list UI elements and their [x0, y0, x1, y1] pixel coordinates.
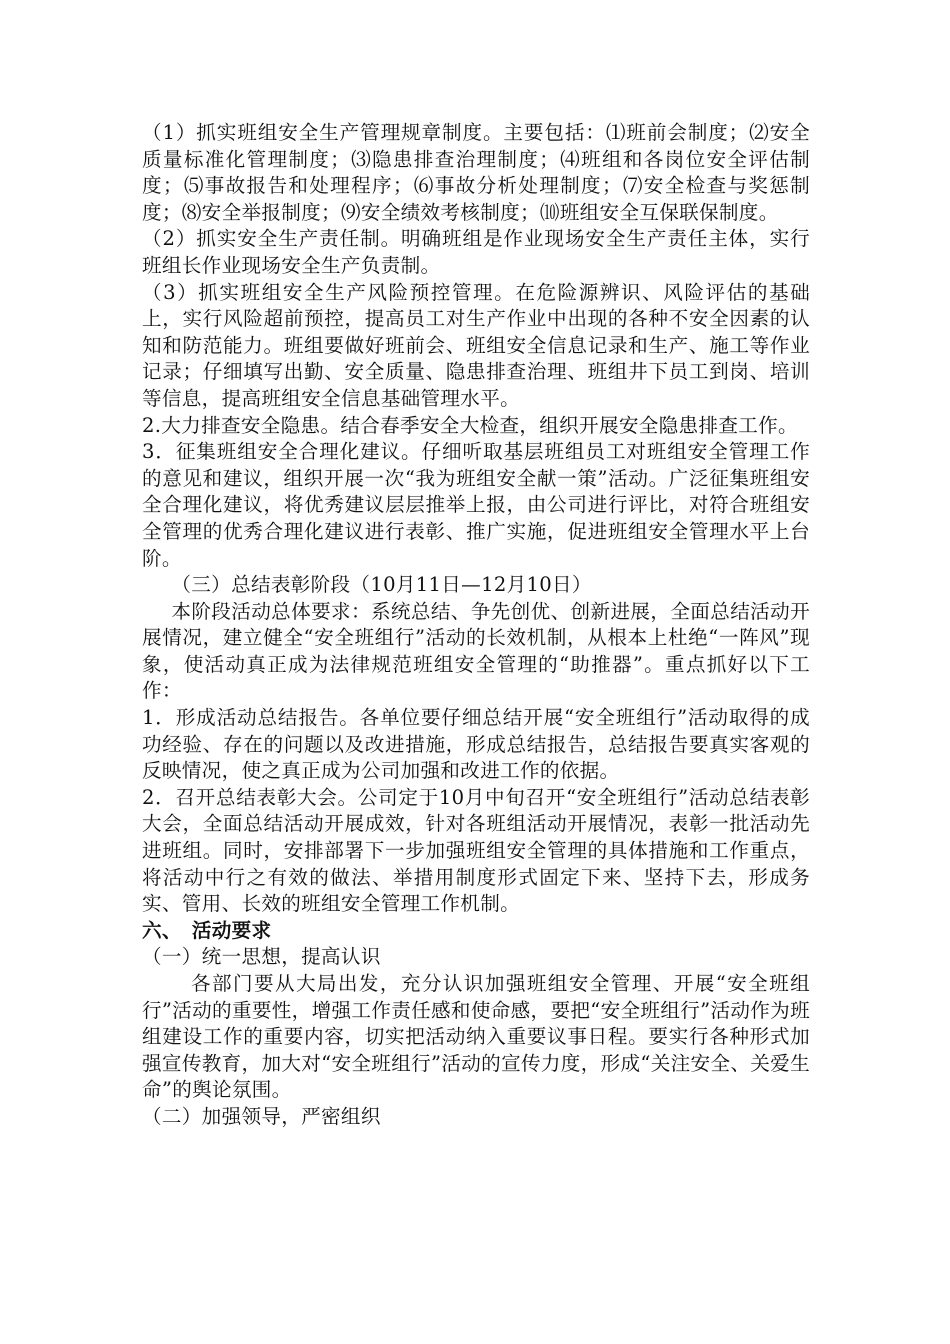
paragraph-summary-report: 1．形成活动总结报告。各单位要仔细总结开展“安全班组行”活动取得的成功经验、存在的问题以及改进措施，形成总结报告，总结报告要真实客观的反映情况，使之真正成为公司加强和改进工作的依据。	[142, 706, 810, 783]
paragraph-safety-rules: （1）抓实班组安全生产管理规章制度。主要包括：⑴班前会制度；⑵安全质量标准化管理制度；⑶隐患排查治理制度；⑷班组和各岗位安全评估制度；⑸事故报告和处理程序；⑹事故分析处理制度；⑺安全检查与奖惩制度；⑻安全举报制度；⑼安全绩效考核制度；⑽班组安全互保联保制度。	[142, 121, 810, 224]
document-page	[142, 120, 810, 1131]
paragraph-unify-thinking: 各部门要从大局出发，充分认识加强班组安全管理、开展“安全班组行”活动的重要性，增强工作责任感和使命感，要把“安全班组行”活动作为班组建设工作的重要内容，切实把活动纳入重要议事日程。要实行各种形式加强宣传教育，加大对“安全班组行”活动的宣传力度，形成“关注安全、关爱生命”的舆论氛围。	[142, 972, 810, 1102]
subheading-unify-thinking: （一）统一思想，提高认识	[142, 945, 381, 969]
paragraph-responsibility: （2）抓实安全生产责任制。明确班组是作业现场安全生产责任主体，实行班组长作业现场安全生产负责制。	[142, 227, 810, 277]
section-heading-activity-requirements: 六、 活动要求	[142, 918, 272, 942]
paragraph-stage-requirements: 本阶段活动总体要求：系统总结、争先创优、创新进展，全面总结活动开展情况，建立健全“安全班组行”活动的长效机制，从根本上杜绝“一阵风”现象，使活动真正成为法律规范班组安全管理的“助推器”。重点抓好以下工作：	[142, 599, 810, 703]
paragraph-suggestions: 3．征集班组安全合理化建议。仔细听取基层班组员工对班组安全管理工作的意见和建议，组织开展一次“我为班组安全献一策”活动。广泛征集班组安全合理化建议，将优秀建议层层推举上报，由公司进行评比，对符合班组安全管理的优秀合理化建议进行表彰、推广实施，促进班组安全管理水平上台阶。	[142, 440, 810, 570]
paragraph-commendation-meeting: 2．召开总结表彰大会。公司定于10月中旬召开“安全班组行”活动总结表彰大会，全面总结活动开展成效，针对各班组活动开展情况，表彰一批活动先进班组。同时，安排部署下一步加强班组安全管理的具体措施和工作重点，将活动中行之有效的做法、举措用制度形式固定下来、坚持下去，形成务实、管用、长效的班组安全管理工作机制。	[142, 785, 810, 916]
paragraph-hazard-check: 2.大力排查安全隐患。结合春季安全大检查，组织开展安全隐患排查工作。	[142, 413, 798, 437]
paragraph-risk-control: （3）抓实班组安全生产风险预控管理。在危险源辨识、风险评估的基础上，实行风险超前预控，提高员工对生产作业中出现的各种不安全因素的认知和防范能力。班组要做好班前会、班组安全信息记录和生产、施工等作业记录；仔细填写出勤、安全质量、隐患排查治理、班组井下员工到岗、培训等信息，提高班组安全信息基础管理水平。	[142, 280, 810, 410]
subheading-strengthen-leadership: （二）加强领导，严密组织	[142, 1104, 381, 1128]
section-heading-summary-stage: （三）总结表彰阶段（10月11日—12月10日）	[171, 573, 592, 597]
